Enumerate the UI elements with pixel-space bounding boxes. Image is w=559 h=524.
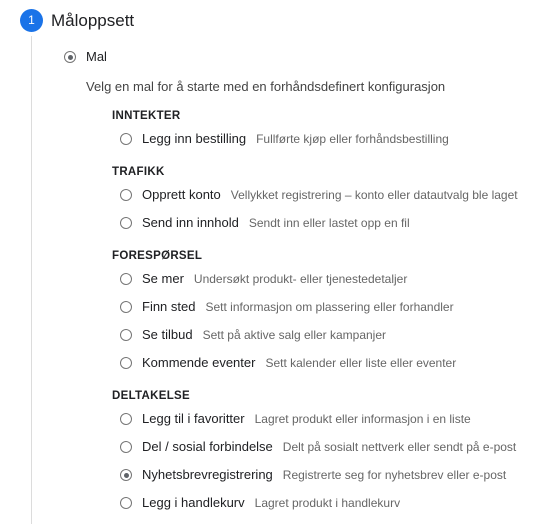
goal-option[interactable] <box>142 411 471 427</box>
goal-option[interactable] <box>142 327 386 343</box>
goal-option-radio[interactable] <box>120 469 132 481</box>
goal-option-description: Registrerte seg for nyhetsbrev eller e-post <box>282 468 507 482</box>
group-heading: INNTEKTER <box>112 110 181 122</box>
goal-option-radio[interactable] <box>120 189 132 201</box>
goal-option[interactable] <box>142 467 506 483</box>
group-heading: TRAFIKK <box>112 166 165 178</box>
goal-option-radio[interactable] <box>120 217 132 229</box>
goal-option-radio[interactable] <box>120 273 132 285</box>
goal-option-label: Send inn innhold <box>142 215 239 230</box>
goal-option[interactable] <box>142 271 407 287</box>
goal-option-description: Sett kalender eller liste eller eventer <box>265 356 457 370</box>
group-heading: DELTAKELSE <box>112 390 190 402</box>
template-radio[interactable] <box>64 51 76 63</box>
goal-option-label: Finn sted <box>142 299 196 314</box>
goal-option-radio[interactable] <box>120 329 132 341</box>
goal-option-description: Vellykket registrering – konto eller datautvalg ble laget <box>230 188 518 202</box>
goal-option-radio[interactable] <box>120 413 132 425</box>
group-heading: FORESPØRSEL <box>112 250 203 262</box>
goal-option[interactable] <box>142 299 454 315</box>
step-number-badge: 1 <box>20 9 43 32</box>
goal-option[interactable] <box>142 495 400 511</box>
goal-option-label: Nyhetsbrevregistrering <box>142 467 273 482</box>
goal-option-label: Se mer <box>142 271 184 286</box>
step-connector-line <box>31 36 32 524</box>
goal-option-radio[interactable] <box>120 133 132 145</box>
goal-option-label: Del / sosial forbindelse <box>142 439 273 454</box>
goal-option[interactable] <box>142 355 456 371</box>
goal-option-label: Se tilbud <box>142 327 193 342</box>
goal-option-label: Opprett konto <box>142 187 221 202</box>
goal-option-label: Legg til i favoritter <box>142 411 245 426</box>
goal-option-radio[interactable] <box>120 301 132 313</box>
goal-option-description: Sendt inn eller lastet opp en fil <box>248 216 410 230</box>
goal-option-radio[interactable] <box>120 357 132 369</box>
goal-option-radio[interactable] <box>120 497 132 509</box>
goal-option[interactable] <box>142 187 518 203</box>
template-description: Velg en mal for å starte med en forhåndsdefinert konfigurasjon <box>86 79 446 94</box>
goal-option-description: Fullførte kjøp eller forhåndsbestilling <box>256 132 449 146</box>
template-radio-label[interactable]: Mal <box>86 49 107 64</box>
goal-option-description: Sett informasjon om plassering eller forhandler <box>205 300 454 314</box>
goal-option-label: Kommende eventer <box>142 355 256 370</box>
goal-option[interactable] <box>142 439 516 455</box>
goal-option-description: Lagret produkt i handlekurv <box>254 496 401 510</box>
goal-option-radio[interactable] <box>120 441 132 453</box>
goal-option-description: Undersøkt produkt- eller tjenestedetaljer <box>193 272 408 286</box>
goal-option[interactable] <box>142 131 449 147</box>
goal-option-description: Sett på aktive salg eller kampanjer <box>202 328 387 342</box>
goal-option-label: Legg i handlekurv <box>142 495 245 510</box>
goal-option-label: Legg inn bestilling <box>142 131 247 146</box>
step-title: Måloppsett <box>51 11 135 30</box>
goal-option-description: Lagret produkt eller informasjon i en liste <box>254 412 471 426</box>
goal-option-description: Delt på sosialt nettverk eller sendt på e-post <box>282 440 517 454</box>
goal-option[interactable] <box>142 215 410 231</box>
